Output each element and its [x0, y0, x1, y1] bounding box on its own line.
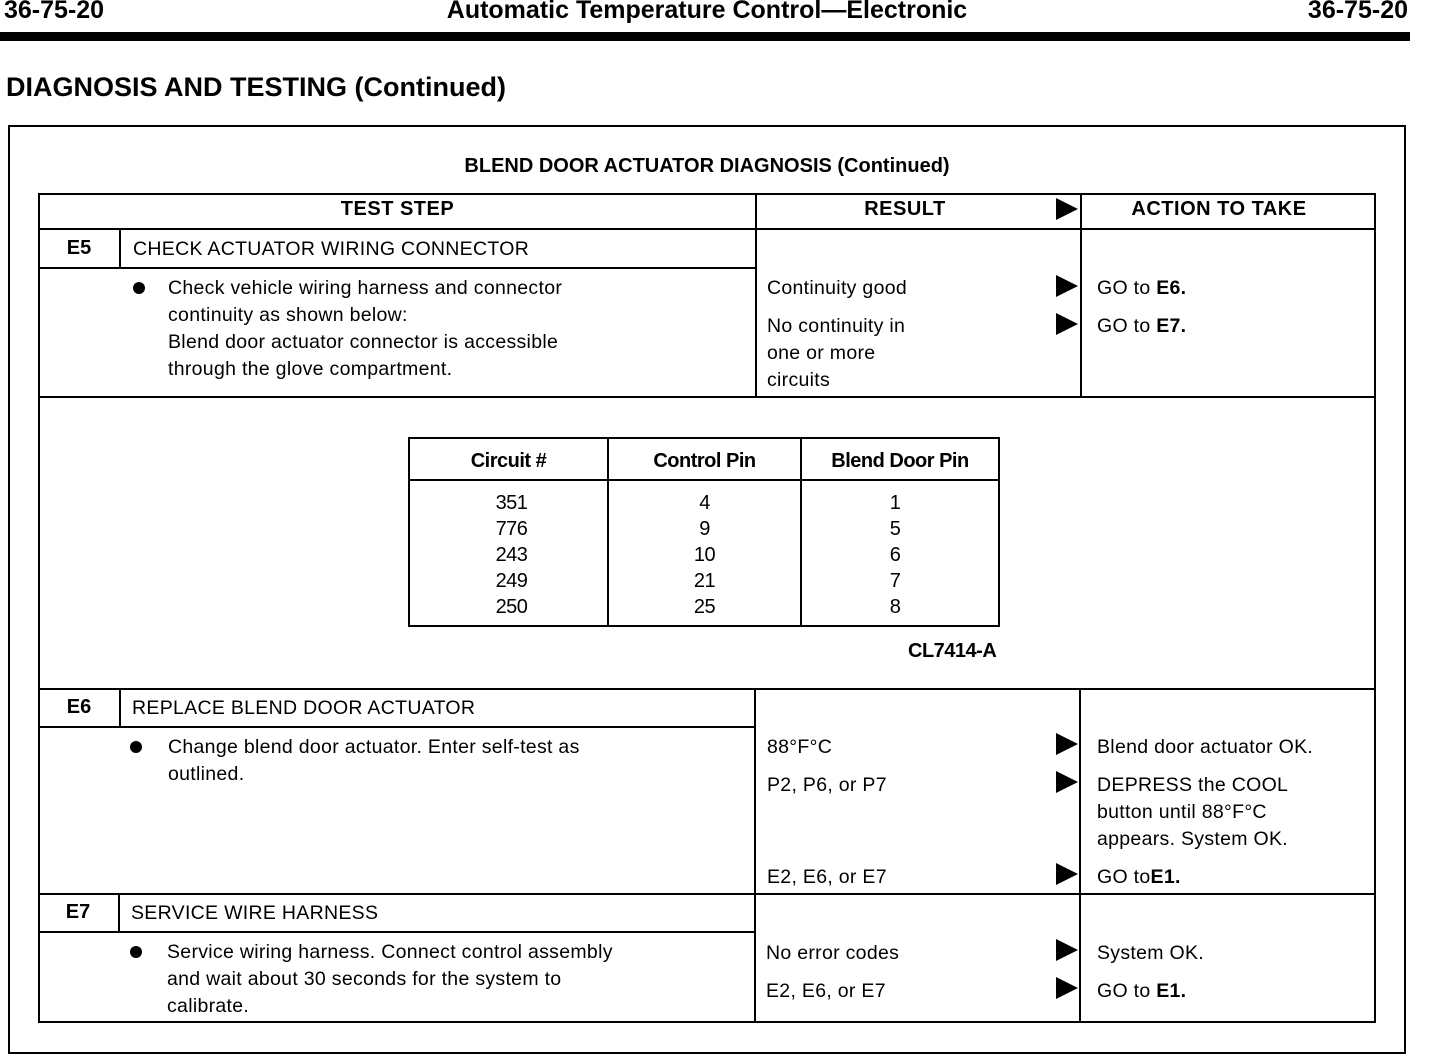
col-divider-action-e6-e7	[1079, 688, 1081, 1023]
e7-instruction-line: calibrate.	[167, 995, 250, 1017]
page-header-title: Automatic Temperature Control—Electronic	[446, 0, 968, 24]
table-cell: 776	[495, 518, 528, 540]
col-divider-action-e5	[1080, 193, 1082, 398]
arrow-icon	[1056, 313, 1078, 335]
e5-result: one or more	[767, 342, 876, 364]
table-cell: 8	[889, 596, 901, 618]
table-border-top	[38, 193, 1376, 195]
circuit-column	[410, 490, 613, 620]
e6-action: button until 88°F°C	[1097, 801, 1267, 823]
e6-action: Blend door actuator OK.	[1097, 736, 1314, 758]
arrow-icon	[1056, 977, 1078, 999]
e7-title-rule	[38, 931, 756, 933]
bullet-icon	[130, 946, 142, 958]
e5-bottom-rule	[38, 396, 1376, 398]
step-title-e5: CHECK ACTUATOR WIRING CONNECTOR	[133, 238, 530, 260]
e7-result: No error codes	[766, 942, 900, 964]
step-title-e6: REPLACE BLEND DOOR ACTUATOR	[132, 697, 476, 719]
arrow-icon	[1056, 198, 1078, 220]
arrow-icon	[1056, 733, 1078, 755]
e7-action: System OK.	[1097, 942, 1205, 964]
arrow-icon	[1056, 863, 1078, 885]
col-head-action: ACTION TO TAKE	[1131, 198, 1307, 220]
table-cell: 351	[495, 492, 528, 514]
circuit-col-header: Blend Door Pin	[831, 450, 969, 472]
section-title: DIAGNOSIS AND TESTING (Continued)	[6, 72, 506, 102]
table-cell: 5	[889, 518, 901, 540]
step-id-e5: E5	[66, 237, 92, 259]
table-cell: 21	[693, 570, 716, 592]
e6-action: DEPRESS the COOL	[1097, 774, 1289, 796]
e5-action: GO to E7.	[1097, 315, 1187, 337]
arrow-icon	[1056, 771, 1078, 793]
header-rule	[0, 32, 1410, 41]
figure-reference: CL7414-A	[908, 640, 997, 662]
e6-instruction-line: outlined.	[168, 763, 245, 785]
table-border-bottom	[38, 1021, 1376, 1023]
bullet-icon	[130, 741, 142, 753]
e6-action: appears. System OK.	[1097, 828, 1289, 850]
table-cell: 6	[889, 544, 901, 566]
bullet-icon	[133, 282, 145, 294]
table-cell: 243	[495, 544, 528, 566]
col-head-test-step: TEST STEP	[340, 198, 455, 220]
table-cell: 7	[889, 570, 901, 592]
page-code-left: 36-75-20	[4, 0, 105, 24]
e6-title-rule	[38, 726, 756, 728]
table-caption: BLEND DOOR ACTUATOR DIAGNOSIS (Continued)	[464, 155, 950, 177]
circuit-table-header-rule	[408, 479, 1000, 481]
table-cell: 10	[693, 544, 716, 566]
blend-door-pin-column	[802, 490, 988, 620]
table-cell: 250	[495, 596, 528, 618]
e7-id-divider	[118, 893, 120, 933]
e6-bottom-rule	[38, 893, 1376, 895]
e6-instruction-line: Change blend door actuator. Enter self-test as	[168, 736, 580, 758]
e7-instruction-line: and wait about 30 seconds for the system to	[167, 968, 562, 990]
col-divider-result-e6-e7	[754, 688, 756, 1023]
e5-instruction-line: Blend door actuator connector is accessible	[168, 331, 559, 353]
table-border-left	[38, 193, 40, 1023]
e6-result: 88°F°C	[767, 736, 833, 758]
arrow-icon	[1056, 939, 1078, 961]
e6-result: P2, P6, or P7	[767, 774, 887, 796]
step-title-e7: SERVICE WIRE HARNESS	[131, 902, 379, 924]
e6-result: E2, E6, or E7	[767, 866, 887, 888]
step-id-e7: E7	[65, 901, 91, 923]
e5-result: No continuity in	[767, 315, 906, 337]
table-cell: 4	[699, 492, 710, 514]
table-cell: 1	[889, 492, 901, 514]
e5-result: circuits	[767, 369, 831, 391]
e6-id-divider	[119, 688, 121, 728]
col-head-result: RESULT	[864, 198, 946, 220]
page-code-right: 36-75-20	[1307, 0, 1408, 24]
header-row-rule	[38, 228, 1376, 230]
e6-action: GO toE1.	[1097, 866, 1181, 888]
e5-title-rule	[38, 267, 757, 269]
table-border-right	[1374, 193, 1376, 1023]
circuit-col-header: Circuit #	[470, 450, 547, 472]
control-pin-column	[609, 490, 800, 620]
e7-action: GO to E1.	[1097, 980, 1187, 1002]
step-id-e6: E6	[66, 696, 92, 718]
circuit-col-header: Control Pin	[653, 450, 756, 472]
e5-instruction-line: continuity as shown below:	[168, 304, 408, 326]
e7-result: E2, E6, or E7	[766, 980, 886, 1002]
e5-id-divider	[119, 228, 121, 268]
arrow-icon	[1056, 275, 1078, 297]
e5-instruction-line: through the glove compartment.	[168, 358, 453, 380]
table-cell: 25	[693, 596, 716, 618]
figure-bottom-rule	[38, 688, 1376, 690]
e5-result: Continuity good	[767, 277, 908, 299]
table-cell: 9	[699, 518, 710, 540]
col-divider-result-e5	[755, 193, 757, 398]
e7-instruction-line: Service wiring harness. Connect control assembly	[167, 941, 613, 963]
table-cell: 249	[495, 570, 528, 592]
e5-instruction-line: Check vehicle wiring harness and connector	[168, 277, 563, 299]
e5-action: GO to E6.	[1097, 277, 1187, 299]
